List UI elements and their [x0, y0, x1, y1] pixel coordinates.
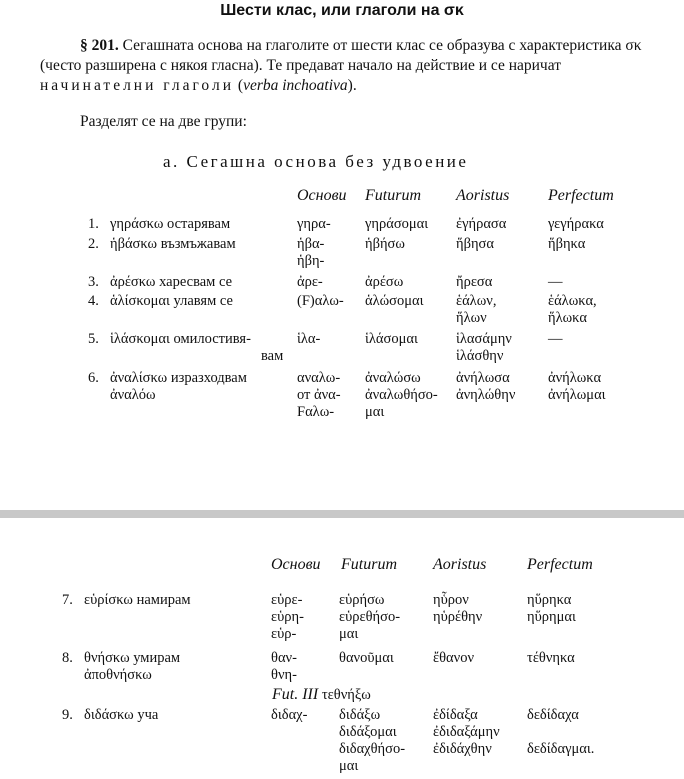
row-4-aoristus-line-0: ἑάλων, [456, 293, 497, 309]
header-osnovi: Основи [297, 187, 347, 204]
row-6-osnovi-line-1: от ἀνα- [297, 387, 341, 403]
row-9-futurum-line-1: διδάξομαι [339, 724, 397, 740]
row-6-futurum-line-0: ἀναλώσω [365, 370, 421, 386]
row-3-num: 3. [88, 274, 99, 290]
row-3-verb: ἀρέσκω харесвам се [110, 274, 233, 290]
row-7-osnovi-line-2: εὑρ- [271, 626, 297, 642]
groups-intro: Разделят се на две групи: [80, 113, 247, 130]
row-2-aoristus: ἥβησα [456, 236, 494, 252]
intro-text: Сегашната основа на глаголите от шести клас се образува с характеристика σκ (често разширена с някоя гласна). Те предават начало на действие и се наричат [40, 37, 642, 74]
row-2-osnovi-line-0: ἡβα- [297, 236, 325, 252]
row-7-futurum-line-2: μαι [339, 626, 359, 642]
row-7-aoristus-line-0: ηὗρον [433, 592, 469, 608]
row-6-osnovi-line-0: αναλω- [297, 370, 341, 386]
row-1-perfectum: γεγήρακα [548, 216, 604, 232]
row-9-futurum-line-2: διδαχθήσο- [339, 741, 406, 757]
row-1-osnovi: γηρα- [297, 216, 331, 232]
subsection-heading: а. Сегашна основа без удвоение [163, 152, 469, 171]
row-3-perfectum: — [548, 274, 563, 290]
row-9-futurum-line-0: διδάξω [339, 707, 381, 723]
header-futurum-2: Futurum [341, 556, 397, 573]
header-aoristus: Aoristus [456, 187, 510, 204]
row-6-futurum-line-1: ἀναλωθήσο- [365, 387, 438, 403]
row-5-aoristus-line-0: ἱλασάμην [456, 331, 512, 347]
row-3-aoristus: ἤρεσα [456, 274, 493, 290]
row-3-osnovi: ἀρε- [297, 274, 323, 290]
row-9-aoristus-line-1: ἐδιδαξάμην [433, 724, 500, 740]
row-7-perfectum-line-0: ηὕρηκα [527, 592, 572, 608]
row-8-aoristus: ἔθανον [433, 650, 474, 666]
row-7-futurum-line-0: εὑρήσω [339, 592, 385, 608]
row-8-num: 8. [62, 650, 73, 666]
row-4-perfectum-line-0: ἑάλωκα, [548, 293, 597, 309]
spaced-term: начинателни глаголи [40, 77, 235, 94]
row-8-verb-line-2: ἀποθνήσκω [84, 667, 152, 683]
section-number: § 201. [80, 37, 119, 54]
row-7-num: 7. [62, 592, 73, 608]
row-1-num: 1. [88, 216, 99, 232]
row-4-verb: ἁλίσκομαι улавям се [110, 293, 233, 309]
row-5-verb-line-2: вам [261, 348, 284, 364]
row-9-futurum-line-3: μαι [339, 758, 359, 774]
row-9-perfectum-line-0: δεδίδαχα [527, 707, 579, 723]
page-divider [0, 510, 684, 518]
row-4-num: 4. [88, 293, 99, 309]
row-5-futurum: ἱλάσομαι [365, 331, 418, 347]
header-osnovi-2: Основи [271, 556, 321, 573]
row-6-perfectum-line-1: ἀνήλωμαι [548, 387, 606, 403]
row-4-futurum: ἁλώσομαι [365, 293, 424, 309]
row-2-osnovi-line-1: ἡβη- [297, 253, 325, 269]
fut-iii-label: Fut. III [272, 686, 319, 703]
row-4-aoristus-line-1: ἥλων [456, 310, 487, 326]
row-2-verb: ἡβάσκω възмъжавам [110, 236, 236, 252]
row-7-perfectum-line-1: ηὕρημαι [527, 609, 576, 625]
latin-term: verba inchoativa [243, 77, 348, 94]
row-2-num: 2. [88, 236, 99, 252]
fut-iii-row [272, 686, 371, 704]
row-6-futurum-line-2: μαι [365, 404, 385, 420]
header-perfectum: Perfectum [548, 187, 614, 204]
row-6-osnovi-line-2: Fαλω- [297, 404, 335, 420]
header-futurum: Futurum [365, 187, 421, 204]
row-6-perfectum-line-0: ἀνήλωκα [548, 370, 602, 386]
row-8-perfectum: τέθνηκα [527, 650, 575, 666]
row-1-futurum: γηράσομαι [365, 216, 429, 232]
row-7-verb: εὑρίσκω намирам [84, 592, 191, 608]
row-8-verb: θνήσκω умирам [84, 650, 181, 666]
row-1-verb: γηράσκω остарявам [110, 216, 231, 232]
fut-iii-form: τεθνήξω [321, 687, 371, 703]
row-5-osnovi: ἱλα- [297, 331, 321, 347]
row-6-verb: ἀναλίσκω изразходвам [110, 370, 247, 386]
row-7-osnovi-line-0: εὑρε- [271, 592, 303, 608]
row-4-osnovi: (F)αλω- [297, 293, 344, 309]
row-2-perfectum: ἥβηκα [548, 236, 586, 252]
page-title: Шести клас, или глаголи на σκ [220, 2, 464, 19]
row-5-verb: ἱλάσκομαι омилостивя- [110, 331, 251, 347]
row-1-aoristus: ἐγήρασα [456, 216, 507, 232]
row-4-perfectum-line-1: ἥλωκα [548, 310, 587, 326]
intro-paragraph: § 201. Сегашната основа на глаголите от шести клас се образува с характеристика σκ (често разширена с някоя гласна). Те предават начало на действие и се наричат начинателни глаголи (verba inchoativa). [40, 37, 642, 94]
row-8-futurum: θανοῦμαι [339, 650, 394, 666]
row-7-futurum-line-1: εὑρεθήσο- [339, 609, 401, 625]
row-6-aoristus-line-1: ἀνηλώθην [456, 387, 516, 403]
row-9-num: 9. [62, 707, 73, 723]
row-3-futurum: ἀρέσω [365, 274, 404, 290]
row-6-verb-line-2: ἀναλόω [110, 387, 156, 403]
row-9-aoristus-line-0: ἐδίδαξα [433, 707, 478, 723]
row-8-osnovi-line-0: θαν- [271, 650, 297, 666]
row-6-num: 6. [88, 370, 99, 386]
row-6-aoristus-line-0: ἀνήλωσα [456, 370, 510, 386]
row-2-futurum: ἡβήσω [365, 236, 405, 252]
row-9-verb: διδάσκω уча [84, 707, 159, 723]
row-7-osnovi-line-1: εὑρη- [271, 609, 304, 625]
row-9-aoristus-line-2: ἐδιδάχθην [433, 741, 492, 757]
row-5-aoristus-line-1: ἱλάσθην [456, 348, 504, 364]
header-aoristus-2: Aoristus [433, 556, 487, 573]
row-8-osnovi-line-1: θνη- [271, 667, 297, 683]
header-perfectum-2: Perfectum [527, 556, 593, 573]
row-5-num: 5. [88, 331, 99, 347]
row-9-osnovi: διδαχ- [271, 707, 308, 723]
row-9-perfectum-line-2: δεδίδαγμαι. [527, 741, 595, 757]
row-5-perfectum: — [548, 331, 563, 347]
row-7-aoristus-line-1: ηὑρέθην [433, 609, 483, 625]
